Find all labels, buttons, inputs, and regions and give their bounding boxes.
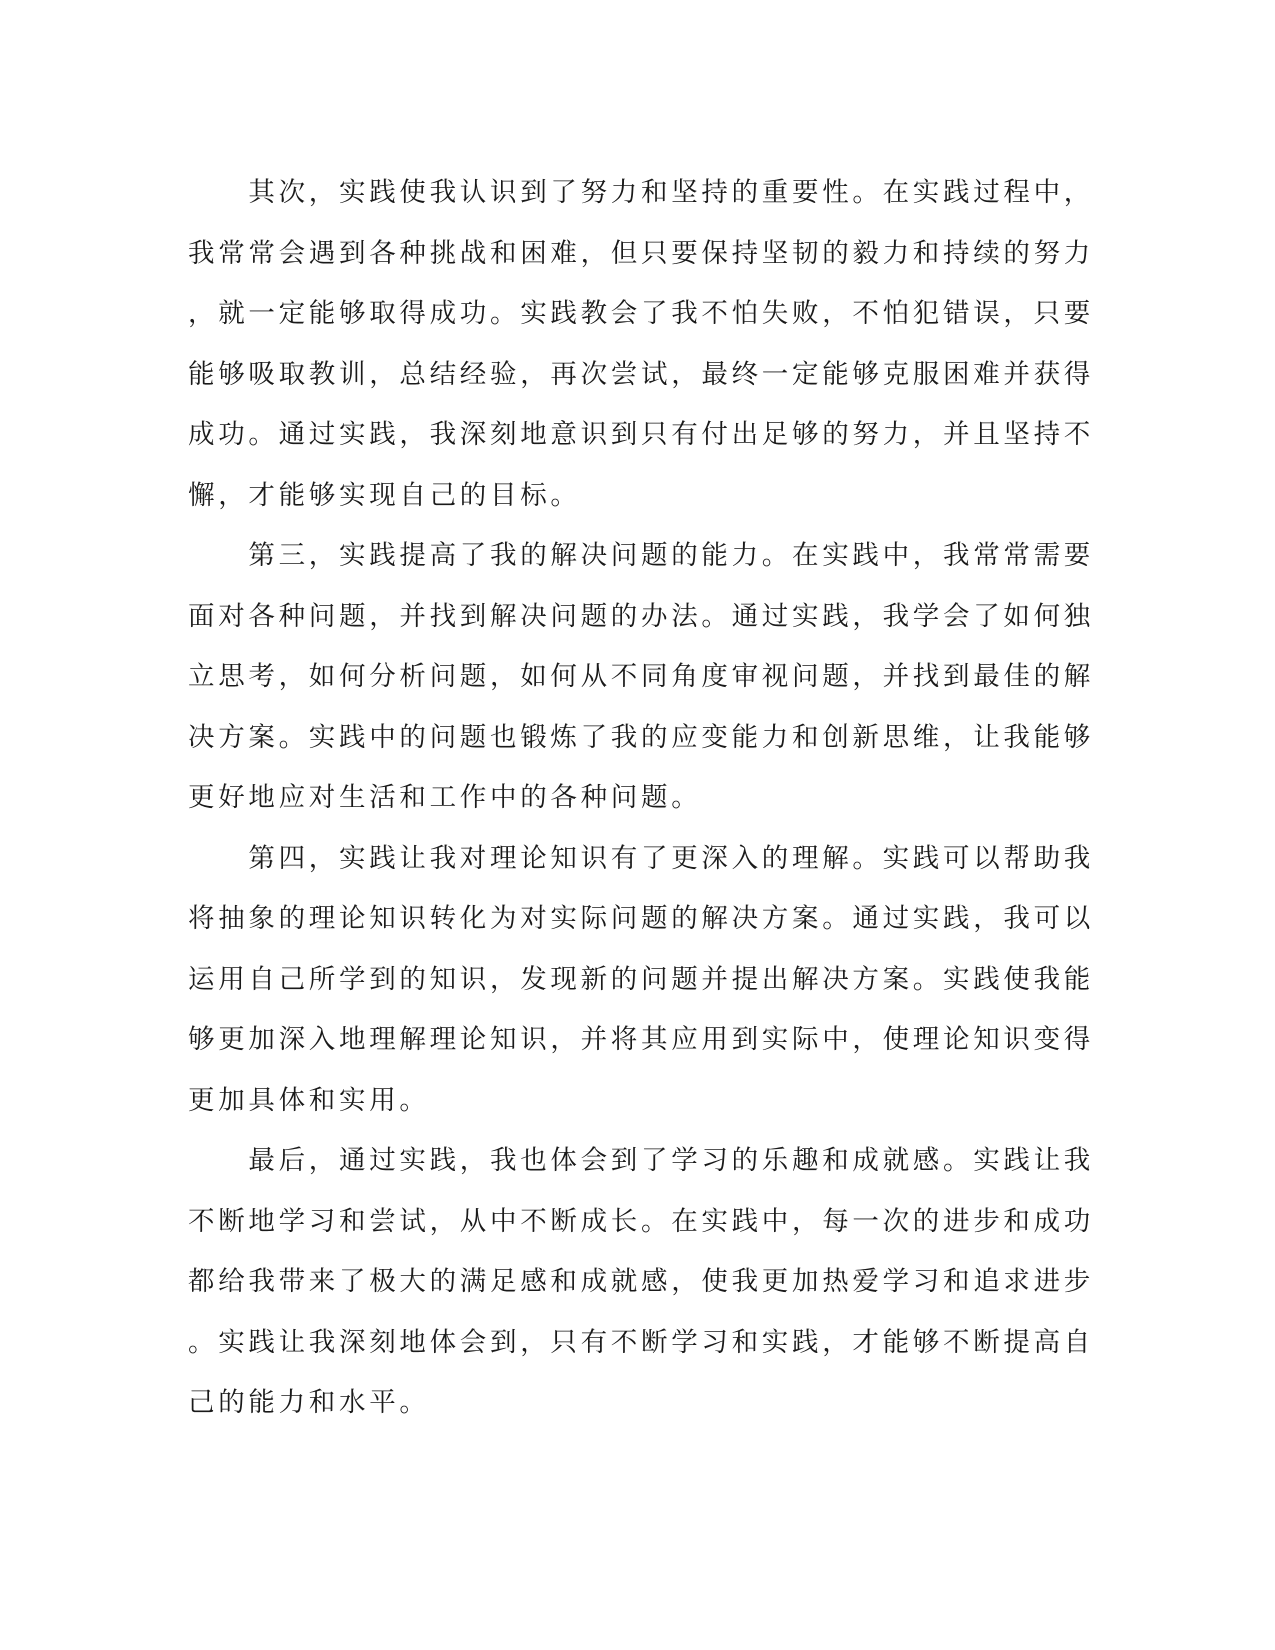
- text-line: 更好地应对生活和工作中的各种问题。: [188, 782, 702, 813]
- text-line: 我常常会遇到各种挑战和困难，但只要保持坚韧的毅力和持续的努力: [188, 237, 1094, 269]
- text-line: 够更加深入地理解理论知识，并将其应用到实际中，使理论知识变得: [188, 1024, 1094, 1055]
- paragraph-theory: [188, 829, 1094, 1132]
- paragraph-problem-solving: [188, 526, 1094, 829]
- text-line: 运用自己所学到的知识，发现新的问题并提出解决方案。实践使我能: [188, 963, 1094, 995]
- text-line: 能够吸取教训，总结经验，再次尝试，最终一定能够克服困难并获得: [188, 358, 1094, 390]
- text-line: 最后，通过实践，我也体会到了学习的乐趣和成就感。实践让我: [188, 1145, 1094, 1176]
- text-line: 其次，实践使我认识到了努力和坚持的重要性。在实践过程中，: [188, 177, 1094, 208]
- text-line: 懈，才能够实现自己的目标。: [188, 479, 581, 511]
- text-line: 决方案。实践中的问题也锻炼了我的应变能力和创新思维，让我能够: [188, 721, 1094, 753]
- text-line: 第四，实践让我对理论知识有了更深入的理解。实践可以帮助我: [188, 842, 1094, 874]
- paragraph-joy-of-learning: [188, 1131, 1094, 1434]
- text-line: 成功。通过实践，我深刻地意识到只有付出足够的努力，并且坚持不: [188, 419, 1094, 450]
- text-line: 不断地学习和尝试，从中不断成长。在实践中，每一次的进步和成功: [188, 1205, 1094, 1237]
- text-line: 将抽象的理论知识转化为对实际问题的解决方案。通过实践，我可以: [188, 903, 1094, 934]
- text-line: 。实践让我深刻地体会到，只有不断学习和实践，才能够不断提高自: [188, 1326, 1094, 1358]
- paragraph-persistence: [188, 163, 1094, 526]
- text-line: 第三，实践提高了我的解决问题的能力。在实践中，我常常需要: [188, 540, 1094, 571]
- document-body: [188, 163, 1094, 1434]
- text-line: 都给我带来了极大的满足感和成就感，使我更加热爱学习和追求进步: [188, 1266, 1094, 1297]
- text-line: 面对各种问题，并找到解决问题的办法。通过实践，我学会了如何独: [188, 600, 1094, 632]
- text-line: 立思考，如何分析问题，如何从不同角度审视问题，并找到最佳的解: [188, 661, 1094, 692]
- text-line: 己的能力和水平。: [188, 1387, 430, 1418]
- text-line: ，就一定能够取得成功。实践教会了我不怕失败，不怕犯错误，只要: [188, 298, 1094, 329]
- text-line: 更加具体和实用。: [188, 1084, 430, 1116]
